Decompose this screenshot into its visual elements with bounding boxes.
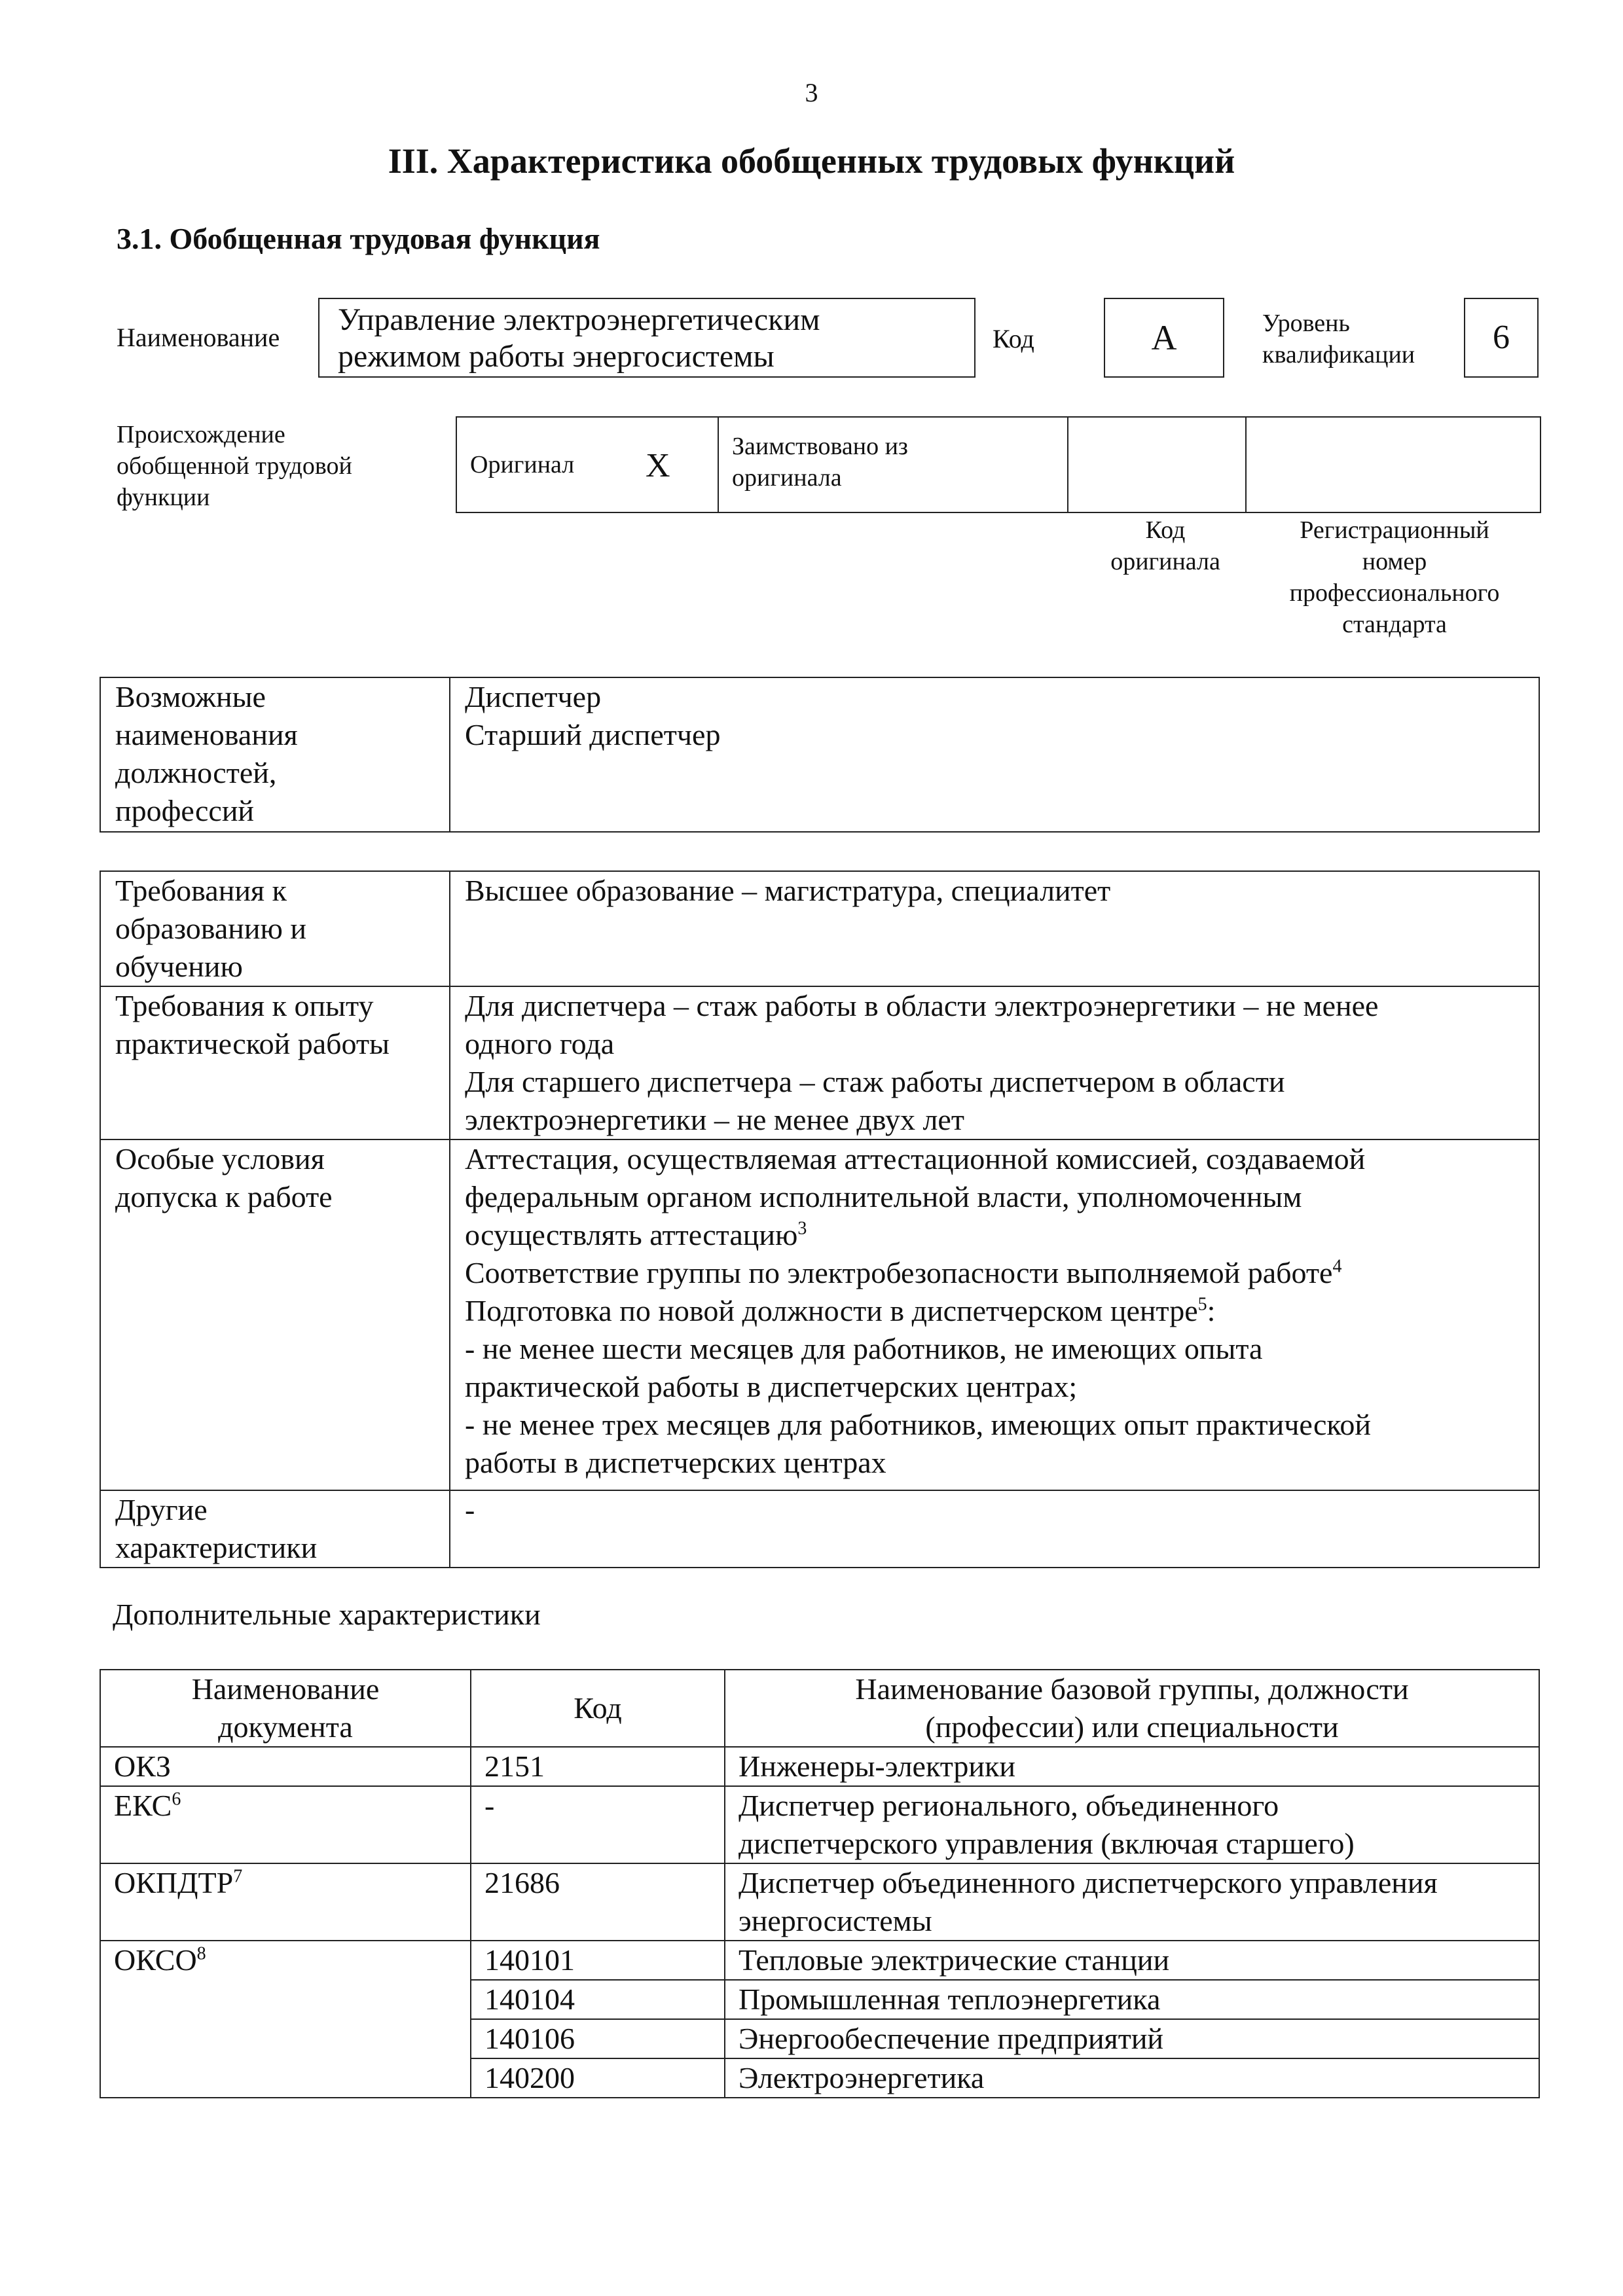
origin-table	[456, 416, 1541, 513]
extra-header-row	[100, 1670, 1539, 1747]
reg-number-caption: Регистрационный номер профессионального стандарта	[1289, 516, 1500, 638]
header-code: Код	[471, 1670, 725, 1747]
origin-original-cell: Оригинал X	[456, 417, 718, 512]
name-cell: Тепловые электрические станции	[725, 1941, 1539, 1980]
doc-cell: ОКПДТР$^7$	[100, 1863, 471, 1941]
name-value-line2: режимом работы энергосистемы	[338, 339, 775, 374]
table-row	[100, 2058, 1539, 2098]
code-original-caption: Код оригинала	[1110, 516, 1220, 575]
extra-title: Дополнительные характеристики	[113, 1598, 541, 1631]
other-characteristics-label: Другие характеристики	[100, 1490, 450, 1568]
name-cell: Промышленная теплоэнергетика	[725, 1980, 1539, 2019]
experience-row	[100, 986, 1539, 1139]
requirements-table	[100, 870, 1540, 1568]
code-cell: 140104	[471, 1980, 725, 2019]
footnote-3: 3	[797, 1218, 807, 1239]
header-name: Наименование базовой группы, должности (профессии) или специальности	[725, 1670, 1539, 1747]
name-cell: Электроэнергетика	[725, 2058, 1539, 2098]
code-value: А	[1104, 298, 1224, 378]
positions-table	[100, 677, 1540, 833]
special-conditions-value: Аттестация, осуществляемая аттестационной комиссией, создаваемой федеральным органом исполнительной власти, уполномоченным осуществлять аттестацию$^3$ Соответствие группы по электробезопасности выполняемой работе$^4$ Подготовка по новой должности в диспетчерском центре$^5$: - не менее шести месяцев для работников, не имеющих опыта практической работы в диспетчерских центрах; - не менее трех месяцев для работников, имеющих опыт практической работы в диспетчерских центрах	[450, 1139, 1539, 1490]
level-label: Уровень квалификации	[1262, 310, 1415, 368]
subsection-title: 3.1. Обобщенная трудовая функция	[117, 222, 600, 255]
code-cell: -	[471, 1786, 725, 1863]
section-title: III. Характеристика обобщенных трудовых функций	[388, 141, 1235, 181]
other-characteristics-value: -	[450, 1490, 1539, 1568]
origin-reg-cell	[1246, 417, 1541, 512]
footnote-mark: 6	[172, 1789, 181, 1810]
name-cell: Энергообеспечение предприятий	[725, 2019, 1539, 2058]
table-row	[100, 1747, 1539, 1786]
origin-borrowed-cell: Заимствовано из оригинала	[718, 417, 1068, 512]
doc-cell: ОКСО$^8$	[100, 1941, 471, 1980]
education-label: Требования к образованию и обучению	[100, 871, 450, 986]
code-cell: 21686	[471, 1863, 725, 1941]
special-conditions-label: Особые условия допуска к работе	[100, 1139, 450, 1490]
name-label: Наименование	[117, 323, 280, 352]
name-cell: Инженеры-электрики	[725, 1747, 1539, 1786]
name-cell: Диспетчер объединенного диспетчерского управления энергосистемы	[725, 1863, 1539, 1941]
page-number: 3	[805, 78, 818, 107]
origin-label: Происхождение обобщенной трудовой функции	[117, 421, 352, 511]
doc-cell: ОКЗ	[100, 1747, 471, 1786]
experience-value: Для диспетчера – стаж работы в области электроэнергетики – не менее одного года Для старшего диспетчера – стаж работы диспетчером в области электроэнергетики – не менее двух лет	[450, 986, 1539, 1139]
header-doc: Наименование документа	[100, 1670, 471, 1747]
special-conditions-row	[100, 1139, 1539, 1490]
name-cell: Диспетчер регионального, объединенного диспетчерского управления (включая старшего)	[725, 1786, 1539, 1863]
education-value: Высшее образование – магистратура, специалитет	[450, 871, 1539, 986]
code-cell: 140106	[471, 2019, 725, 2058]
footnote-5: 5	[1197, 1294, 1207, 1315]
table-row	[100, 1786, 1539, 1863]
original-mark: X	[646, 447, 670, 484]
name-value-line1: Управление электроэнергетическим	[338, 302, 820, 337]
code-cell: 140200	[471, 2058, 725, 2098]
origin-code-cell	[1068, 417, 1246, 512]
footnote-mark: 7	[233, 1866, 243, 1887]
doc-cell	[100, 2019, 471, 2058]
footnote-mark: 8	[196, 1943, 206, 1964]
table-row	[100, 1941, 1539, 1980]
name-value-box	[318, 298, 976, 378]
table-row	[100, 2019, 1539, 2058]
other-characteristics-row	[100, 1490, 1539, 1568]
doc-cell	[100, 2058, 471, 2098]
extra-table	[100, 1669, 1540, 2098]
positions-value: Диспетчер Старший диспетчер	[450, 677, 1539, 832]
doc-cell	[100, 1980, 471, 2019]
positions-label: Возможные наименования должностей, профессий	[100, 677, 450, 832]
code-cell: 2151	[471, 1747, 725, 1786]
experience-label: Требования к опыту практической работы	[100, 986, 450, 1139]
footnote-4: 4	[1332, 1256, 1342, 1277]
code-label: Код	[993, 324, 1034, 353]
education-row	[100, 871, 1539, 986]
table-row	[100, 1863, 1539, 1941]
code-cell: 140101	[471, 1941, 725, 1980]
table-row	[100, 1980, 1539, 2019]
doc-cell: ЕКС$^6$	[100, 1786, 471, 1863]
level-value: 6	[1464, 298, 1539, 378]
